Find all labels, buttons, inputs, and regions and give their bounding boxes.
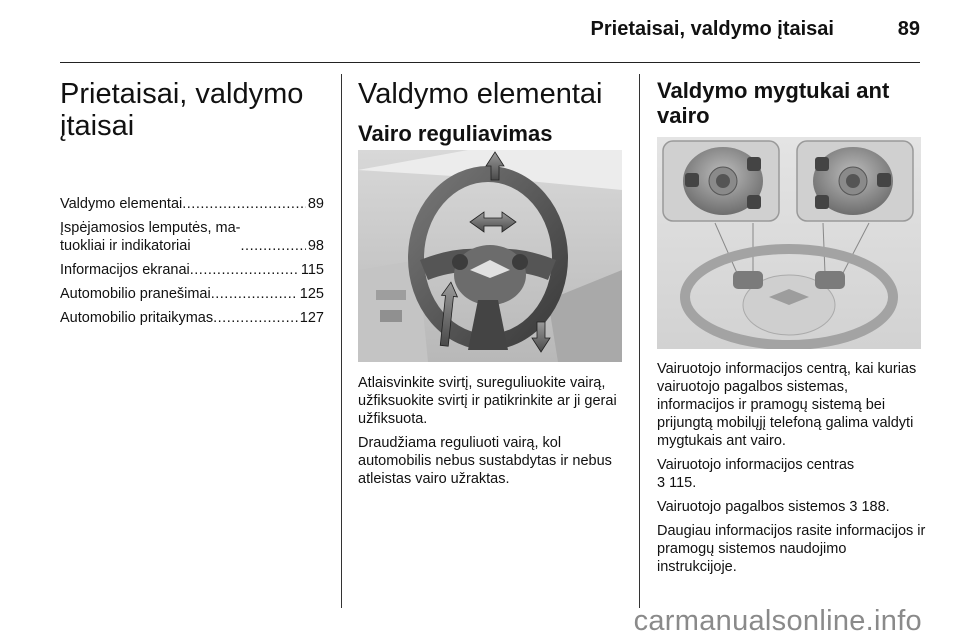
body-paragraph: Daugiau informacijos rasite informacijos ir pramogų sistemos naudojimo instrukcijoje. [657,523,926,575]
page-number: 89 [897,18,920,40]
subsection-title: Vairo reguliavimas [358,121,553,146]
toc-item[interactable] [60,285,324,303]
toc-label: Informacijos ekranai [60,262,190,278]
controls-body [657,360,927,582]
steering-wheel-controls-illustration [657,137,921,349]
section-column [358,78,622,146]
body-paragraph: Vairuotojo informacijos centrą, kai kurias vairuotojo pagalbos sistemas, informacijos ir pramogų sistemą bei prijungtą mobilųjį telefoną galima valdyti mygtukais ant vairo. [657,361,917,449]
toc-page: 98 [307,238,324,254]
toc-label: Automobilio pritaikymas [60,310,214,326]
body-paragraph: Draudžiama reguliuoti vairą, kol automobilis nebus sustabdytas ir nebus atleistas vairo užraktas. [358,435,612,487]
toc-leader [213,309,298,327]
column-divider [341,74,342,608]
toc-page: 89 [307,196,324,212]
toc-item[interactable] [60,261,324,279]
toc-leader [211,285,298,303]
toc-page: 125 [299,286,324,302]
section-title: Valdymo elementai [358,78,603,110]
toc-item[interactable] [60,309,324,327]
toc-item[interactable] [60,219,324,255]
controls-column [657,78,921,128]
toc-label: Automobilio pranešimai [60,286,211,302]
body-paragraph: Vairuotojo informacijos centras 3 115. [657,457,855,491]
table-of-contents [60,195,324,327]
page-header [60,0,920,63]
toc-label: Įspėjamosios lemputės, ma- tuokliai ir indikatoriai [60,220,241,254]
subsection-title: Valdymo mygtukai ant vairo [657,78,890,128]
steering-adjustment-illustration [358,150,622,362]
toc-label: Valdymo elementai [60,196,183,212]
toc-leader [241,237,306,255]
chapter-column [60,78,324,333]
toc-leader [182,195,306,213]
toc-item[interactable] [60,195,324,213]
body-paragraph: Atlaisvinkite svirtį, sureguliuokite vairą, užfiksuokite svirtį ir patikrinkite ar ji gerai užfiksuota. [358,375,617,427]
toc-leader [190,261,299,279]
body-paragraph: Vairuotojo pagalbos sistemos 3 188. [657,499,890,515]
chapter-title: Prietaisai, valdymo įtaisai [60,78,304,142]
column-divider [639,74,640,608]
section-body [358,374,628,494]
toc-page: 115 [300,262,324,278]
toc-page: 127 [299,310,324,326]
running-title: Prietaisai, valdymo įtaisai [590,18,834,40]
watermark: carmanualsonline.info [633,605,922,637]
